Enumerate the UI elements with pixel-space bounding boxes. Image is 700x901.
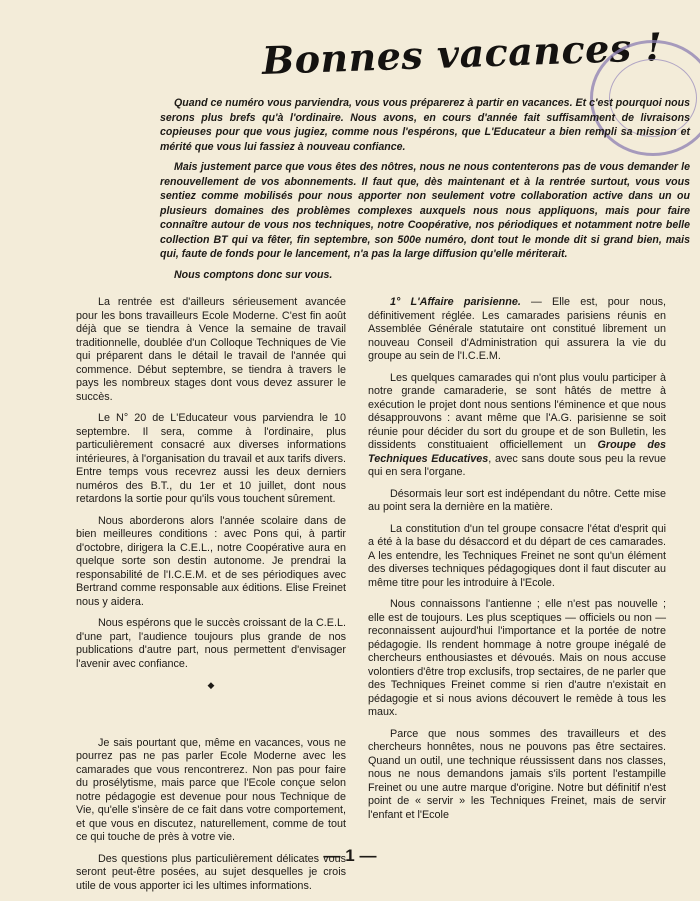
article-paragraph [368,296,666,364]
article-paragraph: Des questions plus particulièrement délicates vous seront peut-être posées, au sujet desquelles je crois utile de vous apporter ici les ultimes informations. [76,852,346,892]
intro-paragraph: Quand ce numéro vous parviendra, vous vous préparerez à partir en vacances. Et c'est pourquoi nous serons plus brefs qu'à l'ordinaire. Nous avons, en cours d'année fait suffisamment de livraisons copieuses pour que vous jugiez, comme nous l'espérons, que L'Educateur a bien rempli sa mission et mérité que vous lui fassiez à nouveau confiance. [160,97,690,153]
article-text: , avec sans doute sous peu la revue qui en sera l'organe. [368,452,666,478]
intro-paragraph: Mais justement parce que vous êtes des nôtres, nous ne nous contenterons pas de vous demander le renouvellement de vos abonnements. Il faut que, dès maintenant et à la rentrée surtout, vous vous sentiez comme mobilisés pour nous apporter non seulement votre collaboration active dans un ou plusieurs domaines des problèmes complexes auxquels nous nous appliquons, mais pour faire connaître autour de vous nos techniques, notre Coopérative, nos périodiques et notamment notre belle collection BT qui va fêter, fin septembre, son 500e numéro, dont tout le monde dit si grand bien, mais qui, faute de fonds pour le lancement, n'a pas la large diffusion qu'elle mériterait. [160,161,690,260]
intro-block [160,96,690,288]
group-name: Groupe des Techniques Educatives [368,439,666,465]
page-title: Bonnes vacances ! [261,24,664,83]
intro-closing: Nous comptons donc sur vous. [174,268,333,281]
section-heading: 1° L'Affaire parisienne. [390,296,521,308]
section-divider: ◆ [207,680,215,690]
article-paragraph: Désormais leur sort est indépendant du nôtre. Cette mise au point sera la dernière en la matière. [368,487,666,513]
article-paragraph: Je sais pourtant que, même en vacances, vous ne pourrez pas ne pas parler Ecole Moderne avec les camarades que vous rencontrerez. Non pas pour faire du prosélytisme, mais parce que l'Ecole conçue selon notre pédagogie est devenue pour nous Technique de Vie, qu'elle s'insère de ce fait dans votre comportement, et que vous en discutez, naturellement, comme de tout ce qui touche de près à votre vie. [76,736,346,843]
page-number: — 1 — [323,846,377,865]
article-paragraph: La rentrée est d'ailleurs sérieusement avancée pour les bons travailleurs Ecole Moderne. C'est fin août déjà que se tiendra à Vence la semaine de travail traditionnelle, doublée d'un Colloque Techniques de Vie qui préparent dans le détail le travail de l'année qui commence. Début septembre, se tiendra à travers le pays les nombreux stages dont vous devez assurer le succès. [76,296,346,403]
article-paragraph: Parce que nous sommes des travailleurs et des chercheurs honnêtes, nous ne pouvons pas être sectaires. Quand un outil, une technique réussissent dans nos classes, nous ne nous demandons jamais s'ils portent l'estampille Freinet ou une autre marque d'origine. Notre but définitif n'est point de « servir » les Techniques Freinet, mais de servir l'enfant et l'Ecole [368,727,666,821]
left-column [76,296,346,901]
article-paragraph: Nous connaissons l'antienne ; elle n'est pas nouvelle ; elle est de toujours. Les plus sceptiques — officiels ou non — reconnaissent aujourd'hui l'importance et la portée de notre pédagogie. Ils rendent hommage à notre groupe inégalé de chercheurs enthousiastes et dévoués. Mais on nous accuse volontiers d'être trop exclusifs, trop sectaires, de ne parler que des Techniques Freinet comme si rien d'autre n'existait en pédagogie et si nous avions découvert le remède à tous les maux. [368,598,666,718]
article-paragraph: Nous aborderons alors l'année scolaire dans de bien meilleures conditions : avec Pons qui, à partir d'octobre, dirigera la C.E.L., notre Coopérative aura en quelque sorte son destin autonome. Je prendrai la responsabilité de l'I.C.E.M. et de ses périodiques avec Bertrand comme responsable aux éditions. Elise Freinet nous y aidera. [76,514,346,608]
article-paragraph [368,372,666,480]
right-column [368,296,666,830]
article-paragraph: La constitution d'un tel groupe consacre l'état d'esprit qui a été à la base du désaccord et du départ de ces camarades. A les entendre, les Techniques Freinet ne sont qu'un élément des diverses techniques pédagogiques dont il faut discuter au même titre pour les introduire à l'Ecole. [368,522,666,589]
article-paragraph: Le N° 20 de L'Educateur vous parviendra le 10 septembre. Il sera, comme à l'ordinaire, plus particulièrement consacré aux diverses informations intérieures, à l'organisation du travail et aux tarifs divers. Entre temps vous recevrez aussi les deux derniers numéros des B.T., du 1er et 10 juillet, dont nous retardons la sortie pour qu'ils vous touchent sûrement. [76,412,346,505]
article-text: Les quelques camarades qui n'ont plus voulu participer à notre grande camaraderie, se sont hâtés de mettre à exécution le projet dont nous sentions l'éminence et que nous désapprouvons : avant même que l'A.G. parisienne se soit réunie pour décider du sort du groupe et de son Bulletin, les dissidents constituaient officiellement un [368,371,666,451]
article-paragraph: Nous espérons que le succès croissant de la C.E.L. d'une part, l'audience toujours plus grande de nos publications d'autre part, nous permettent d'envisager l'avenir avec confiance. [76,617,346,670]
article-text: — Elle est, pour nous, définitivement réglée. Les camarades parisiens réunis en Assemblée Générale statutaire ont constitué librement un nouveau Conseil d'Administration qui assurera la vie du groupe au sein de l'I.C.E.M. [368,296,666,362]
